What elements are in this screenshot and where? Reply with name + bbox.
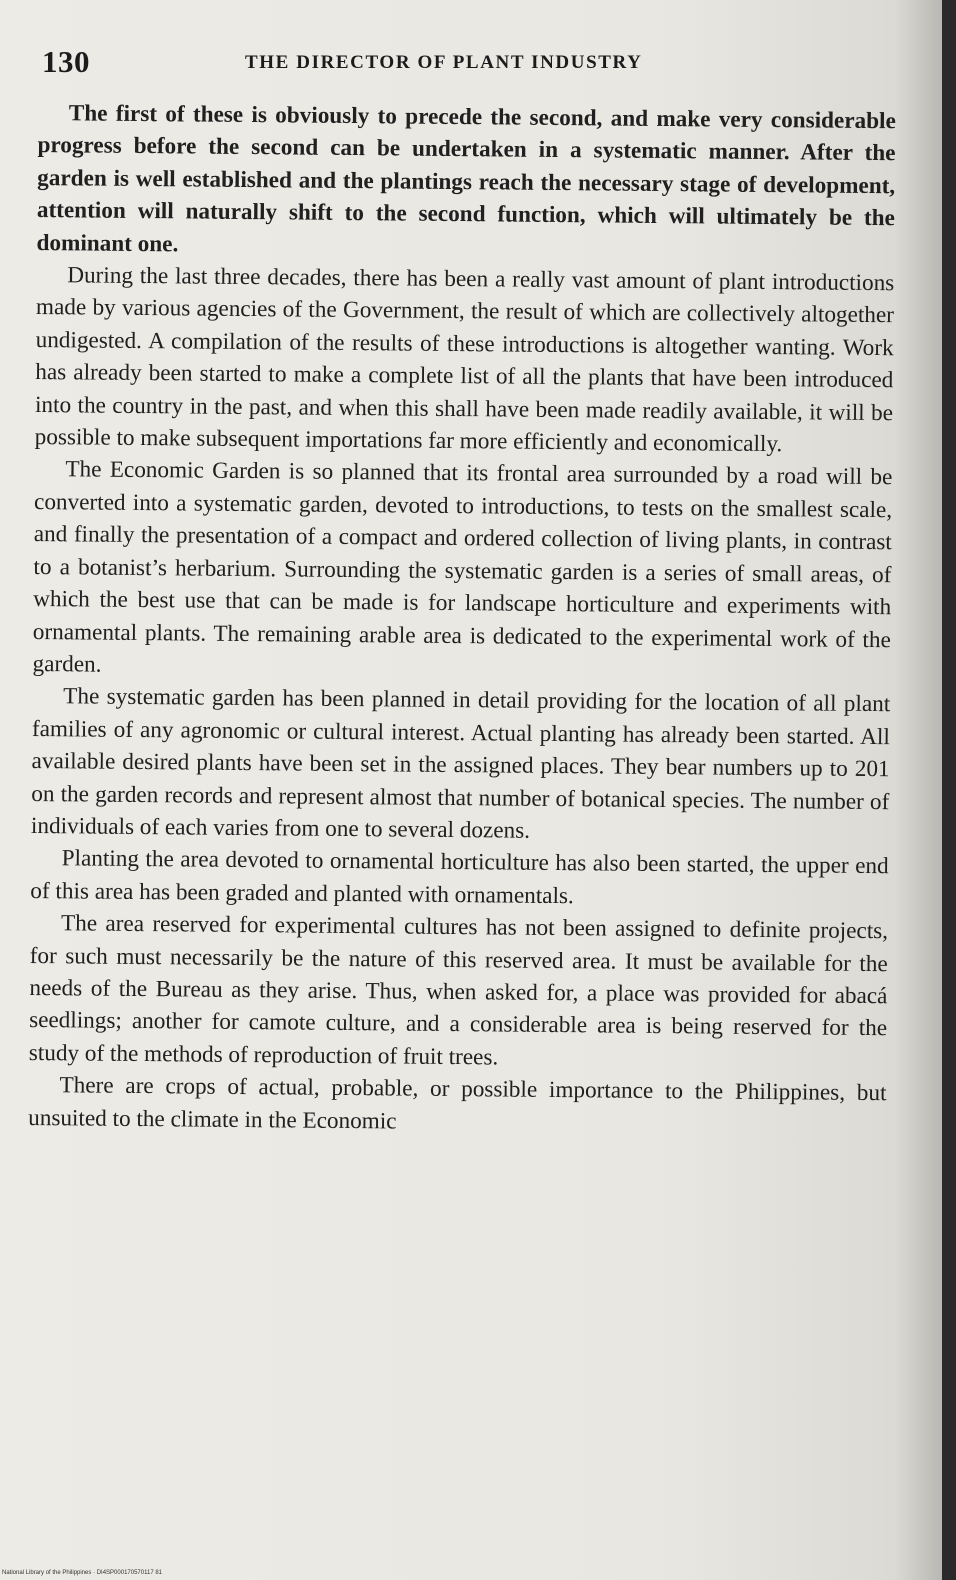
paragraph-4: The systematic garden has been planned in detail providing for the location of all plant families of any agronomic or cultural interest. Actual planting has already been started. All available desired plants have been set in the assigned places. They bear numbers up to 201 on the garden records and represent almost that number of botanical species. The number of individuals of each varies from one to several dozens. (30, 683, 891, 844)
paragraph-7: There are crops of actual, probable, or possible importance to the Philippines, but unsuited to the climate in the Economic (28, 1072, 887, 1135)
scan-footer-credit: National Library of the Philippines · DI4SP000170570117 81 (2, 1570, 162, 1576)
page-header (42, 44, 922, 84)
running-head: THE DIRECTOR OF PLANT INDUSTRY (245, 52, 643, 73)
page-edge-shadow (942, 0, 956, 1580)
body-text (28, 97, 896, 1142)
paragraph-3: The Economic Garden is so planned that its frontal area surrounded by a road will be converted into a systematic garden, devoted to introductions, to tests on the smallest scale, and finally the presentation of a compact and ordered collection of living plants, in contrast to a botanist’s herbarium. Surrounding the systematic garden is a series of small areas, of which the best use that can be made is for landscape horticulture and experiments with ornamental plants. The remaining arable area is dedicated to the experimental work of the garden. (32, 456, 893, 678)
paragraph-2: During the last three decades, there has been a really vast amount of plant introductions made by various agencies of the Government, the result of which are collectively altogether undigested. A compilation of the results of these introductions is altogether wanting. Work has already been started to make a complete list of all the plants that have been introduced into the country in the past, and when this shall have been made readily available, it will be possible to make subsequent importations far more efficiently and economically. (34, 262, 895, 458)
paragraph-1: The first of these is obviously to precede the second, and make very considerable progress before the second can be undertaken in a systematic manner. After the garden is well established and the plantings reach the necessary stage of development, attention will naturally shift to the second function, which will ultimately be the dominant one. (36, 100, 896, 257)
paragraph-6: The area reserved for experimental cultures has not been assigned to definite projects, for such must necessarily be the nature of this reserved area. It must be available for the needs of the Bureau as they arise. Thus, when asked for, a place was provided for abacá seedlings; another for camote culture, and a considerable area is being reserved for the study of the methods of reproduction of fruit trees. (28, 910, 889, 1071)
page-number: 130 (42, 44, 90, 79)
paragraph-5: Planting the area devoted to ornamental horticulture has also been started, the upper end of this area has been graded and planted with ornamentals. (30, 845, 889, 909)
